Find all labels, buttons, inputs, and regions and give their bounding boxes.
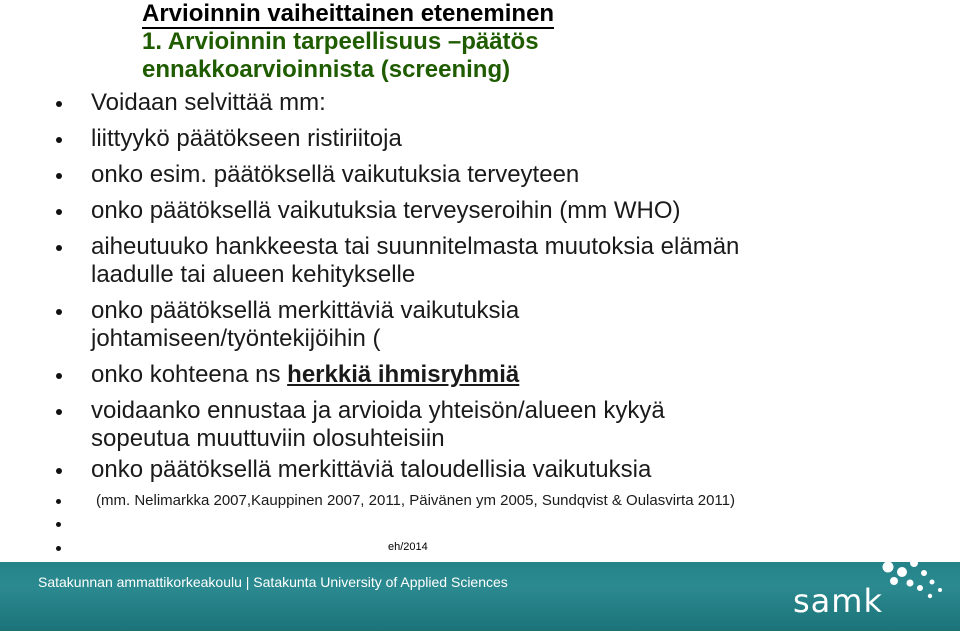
bullet-dot (56, 468, 62, 474)
bullet-dot (56, 209, 62, 215)
bullet-dot (56, 409, 62, 415)
empty-bullet-dot (56, 522, 61, 527)
subtitle-line-1: 1. Arvioinnin tarpeellisuus –päätös (142, 28, 539, 55)
bullet-text: onko esim. päätöksellä vaikutuksia terveyteen (91, 161, 580, 188)
bullet-text: onko päätöksellä merkittäviä vaikutuksia (91, 297, 520, 324)
bullet-dot (56, 101, 62, 107)
bullet-text: onko päätöksellä merkittäviä taloudellisia vaikutuksia (91, 456, 652, 483)
bullet-text: aiheutuuko hankkeesta tai suunnitelmasta muutoksia elämän (91, 233, 740, 260)
empty-bullet-dot (56, 546, 61, 551)
bullet-text: onko päätöksellä vaikutuksia terveyseroihin (mm WHO) (91, 197, 681, 224)
bullet-text (91, 361, 519, 389)
bullet-dot (56, 499, 61, 504)
bullet-dot (56, 173, 62, 179)
bullet-text-continued: johtamiseen/työntekijöihin ( (91, 325, 381, 352)
bullet-dot (56, 373, 62, 379)
highlighted-phrase: herkkiä ihmisryhmiä (287, 361, 520, 388)
bullet-prefix: onko kohteena ns (91, 361, 288, 388)
subtitle-line-2: ennakkoarvioinnista (screening) (142, 56, 511, 83)
bullet-text: voidaanko ennustaa ja arvioida yhteisön/alueen kykyä (91, 397, 665, 424)
bullet-text-continued: laadulle tai alueen kehitykselle (91, 261, 416, 288)
slide-title (142, 0, 554, 28)
bullet-dot (56, 137, 62, 143)
bullet-dot (56, 309, 62, 315)
bullet-dot (56, 245, 62, 251)
footer-institution-text: Satakunnan ammattikorkeakoulu | Satakunta University of Applied Sciences (38, 574, 508, 590)
bullet-text-continued: sopeutua muuttuviin olosuhteisiin (91, 425, 445, 452)
slide-title-text: Arvioinnin vaiheittainen eteneminen (142, 0, 555, 27)
samk-logo-wordmark: samk (793, 582, 883, 620)
reference-text: (mm. Nelimarkka 2007,Kauppinen 2007, 2011, Päivänen ym 2005, Sundqvist & Oulasvirta 2011) (96, 492, 735, 509)
author-date-label: eh/2014 (388, 541, 428, 553)
bullet-text: liittyykö päätökseen ristiriitoja (91, 125, 402, 152)
bullet-text: Voidaan selvittää mm: (91, 89, 326, 116)
